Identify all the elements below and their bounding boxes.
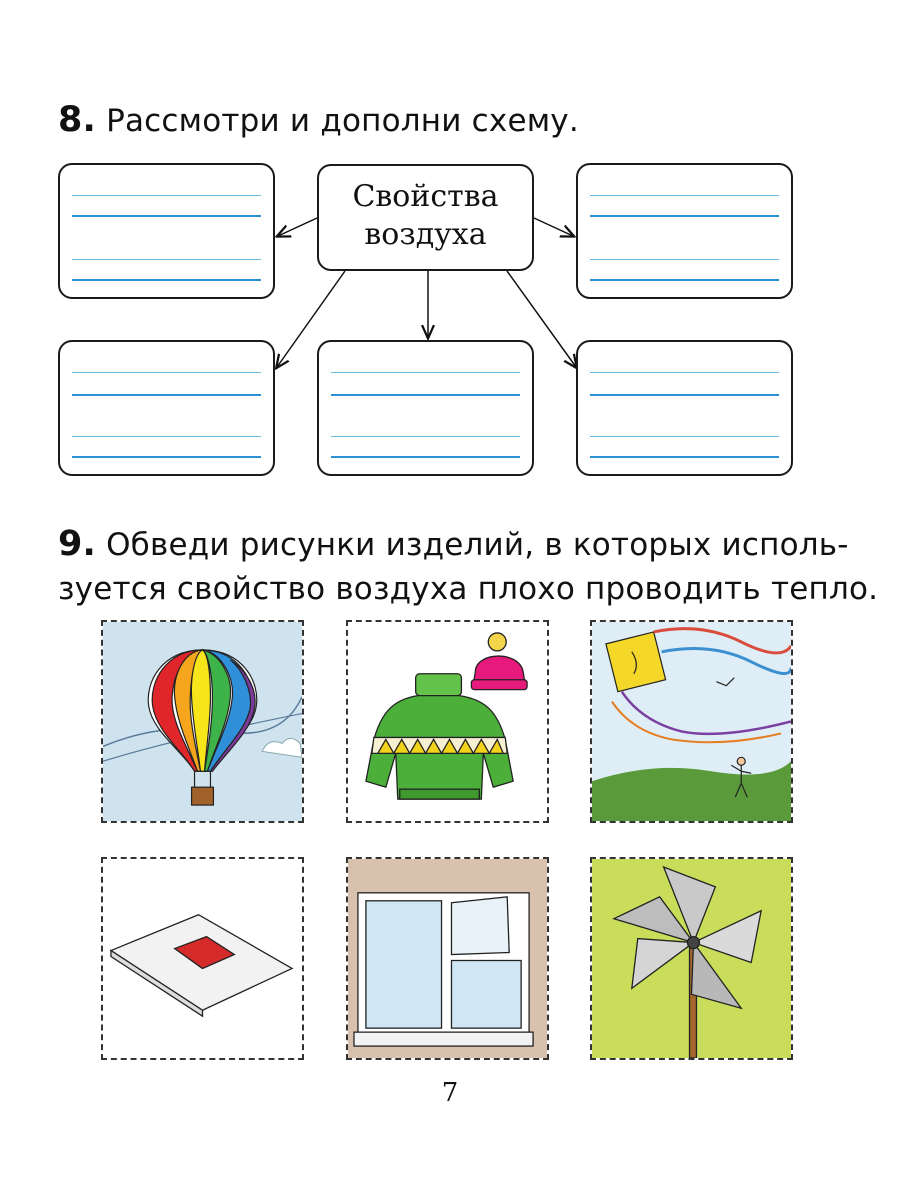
- task-9-text-line-2: зуется свойство воздуха плохо проводить тепло.: [58, 571, 879, 607]
- answer-box-bottom-right[interactable]: [576, 340, 793, 476]
- heat-pad-icon: [103, 859, 302, 1058]
- answer-box-top-left[interactable]: [58, 163, 275, 299]
- arrow-to-left-top: [278, 218, 317, 236]
- answer-box-bottom-center[interactable]: [317, 340, 534, 476]
- answer-box-bottom-left[interactable]: [58, 340, 275, 476]
- picture-heat-pad[interactable]: [101, 857, 304, 1060]
- center-label-line-2: воздуха: [364, 217, 487, 252]
- picture-pinwheel[interactable]: [590, 857, 793, 1060]
- kite-icon: [592, 622, 791, 821]
- pinwheel-icon: [592, 859, 791, 1058]
- task-8-number: 8.: [58, 100, 97, 140]
- picture-sweater[interactable]: [346, 620, 549, 823]
- center-label-line-1: Свойства: [352, 179, 499, 214]
- task-9-heading: [58, 522, 878, 611]
- picture-window[interactable]: [346, 857, 549, 1060]
- picture-kite[interactable]: [590, 620, 793, 823]
- answer-box-top-right[interactable]: [576, 163, 793, 299]
- arrow-to-right-top: [534, 218, 573, 236]
- scheme-center-box: [317, 164, 534, 271]
- page-number: 7: [441, 1078, 459, 1108]
- double-glazed-window-icon: [348, 859, 547, 1058]
- task-8-text: Рассмотри и дополни схему.: [106, 103, 579, 139]
- picture-hot-air-balloon[interactable]: [101, 620, 304, 823]
- hot-air-balloon-icon: [103, 622, 302, 821]
- task-9-text-line-1: Обведи рисунки изделий, в которых исполь-: [106, 527, 849, 563]
- task-9-number: 9.: [58, 524, 97, 564]
- sweater-and-hat-icon: [348, 622, 547, 821]
